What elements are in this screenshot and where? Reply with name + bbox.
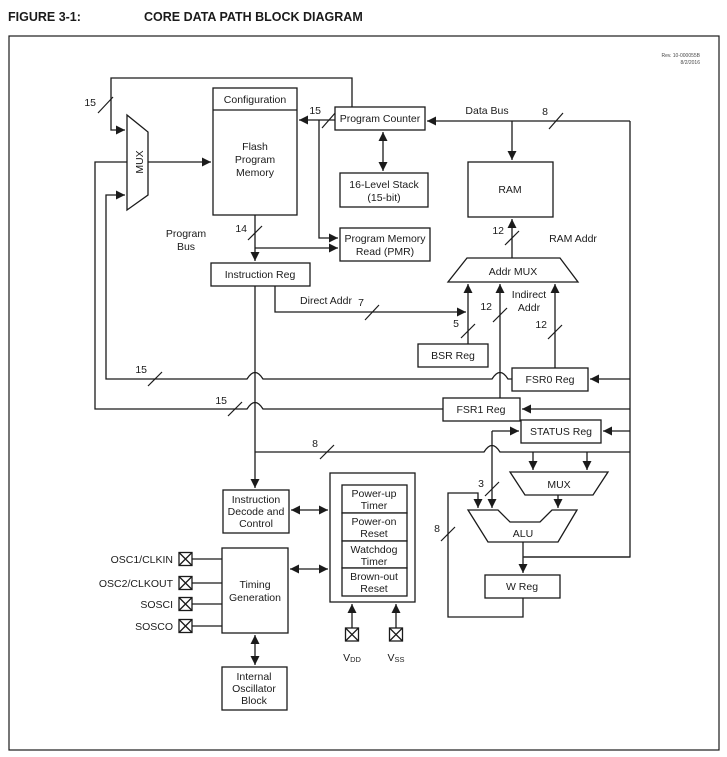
width-data-bus: 8: [542, 106, 548, 118]
sosci-pin-icon: [179, 598, 192, 611]
data-bus-label: Data Bus: [465, 105, 509, 117]
stack-label-2: (15-bit): [367, 192, 401, 204]
power-reset-block: [330, 473, 415, 602]
watchdog-timer-label-1: Watchdog: [350, 544, 398, 556]
mux-right-label: MUX: [547, 479, 571, 491]
power-on-reset-label-1: Power-on: [351, 516, 397, 528]
width-fsr1-12: 12: [480, 301, 492, 313]
instruction-reg-block: [211, 263, 310, 286]
alu-block: [468, 510, 577, 542]
timing-generation-label-2: Generation: [229, 592, 281, 604]
power-up-timer-label-1: Power-up: [351, 488, 397, 500]
program-bus-label-2: Bus: [176, 241, 196, 253]
program-bus-label-1: Program: [165, 228, 207, 240]
fsr0-reg-block: [512, 368, 588, 391]
status-reg-block: [521, 420, 601, 443]
internal-oscillator-label-3: Block: [241, 695, 267, 707]
w-reg-block: [485, 575, 560, 598]
width-fsr0-12: 12: [535, 319, 547, 331]
status-reg-label: STATUS Reg: [529, 426, 593, 438]
alu-label: ALU: [512, 528, 534, 540]
internal-oscillator-label-2: Oscillator: [232, 683, 276, 695]
program-memory-read-block: [340, 228, 430, 261]
timing-generation-label-1: Timing: [239, 579, 271, 591]
revision-date: 8/2/2016: [680, 60, 700, 66]
instruction-decode-label-3: Control: [239, 518, 273, 530]
indirect-addr-label-1: Indirect: [511, 289, 547, 301]
instruction-decode-block: [223, 490, 289, 533]
internal-oscillator-block: [222, 667, 287, 710]
instruction-decode-label-1: Instruction: [231, 494, 281, 506]
alu-input-mux-block: [510, 472, 608, 495]
instruction-reg-label: Instruction Reg: [224, 269, 296, 281]
fsr1-reg-block: [443, 398, 520, 421]
osc1-pin-label: OSC1/CLKIN: [110, 554, 173, 566]
program-counter-label: Program Counter: [339, 113, 421, 125]
width-bsr: 5: [453, 318, 459, 330]
internal-oscillator-label-1: Internal: [236, 671, 272, 683]
vss-pin-label: VSS: [387, 652, 405, 664]
sosco-pin-label: SOSCO: [135, 621, 173, 633]
addr-mux-label: Addr MUX: [488, 266, 538, 278]
power-up-timer-label-2: Timer: [360, 500, 388, 512]
direct-addr-label: Direct Addr: [300, 295, 352, 307]
width-pc-flash: 15: [309, 105, 321, 117]
brown-out-reset-label-2: Reset: [360, 583, 388, 595]
w-reg-label: W Reg: [505, 581, 539, 593]
pmr-label-2: Read (PMR): [355, 246, 415, 258]
instruction-decode-label-2: Decode and: [227, 506, 285, 518]
sosci-pin-label: SOSCI: [140, 599, 173, 611]
sosco-pin-icon: [179, 620, 192, 633]
ram-addr-label: RAM Addr: [549, 233, 597, 245]
width-program-bus: 14: [235, 223, 247, 235]
wire-pc-to-pmr: [319, 120, 338, 238]
pmr-label-1: Program Memory: [344, 233, 426, 245]
osc1-pin-icon: [179, 553, 192, 566]
osc2-pin-label: OSC2/CLKOUT: [98, 578, 173, 590]
revision-number: Rev. 10-000055B: [661, 53, 700, 59]
indirect-addr-label-2: Addr: [517, 302, 541, 314]
bsr-reg-label: BSR Reg: [431, 350, 475, 362]
width-direct-addr: 7: [358, 297, 364, 309]
flash-label-3: Memory: [236, 167, 274, 179]
mux-left-label: MUX: [134, 150, 146, 174]
width-pc-loop: 15: [84, 97, 96, 109]
ram-label: RAM: [498, 184, 522, 196]
program-address-mux-block: [127, 115, 148, 210]
figure-number: FIGURE 3-1:: [8, 10, 81, 24]
flash-label-2: Program: [234, 154, 276, 166]
figure-border: [9, 36, 719, 750]
width-literal: 8: [312, 438, 318, 450]
vdd-pin-label: VDD: [343, 652, 361, 664]
addr-mux-block: [448, 258, 578, 282]
blocks: [127, 88, 608, 710]
flash-program-memory-block: [213, 88, 297, 215]
stack-block: [340, 173, 428, 207]
width-status-alu: 3: [478, 478, 484, 490]
vss-pin-icon: [390, 628, 403, 641]
width-fsr0-line: 15: [135, 364, 147, 376]
width-w-feedback: 8: [434, 523, 440, 535]
fsr1-reg-label: FSR1 Reg: [456, 404, 506, 416]
ram-block: [468, 162, 553, 217]
figure-title: CORE DATA PATH BLOCK DIAGRAM: [144, 10, 363, 24]
width-fsr1-line: 15: [215, 395, 227, 407]
program-counter-block: [335, 107, 425, 130]
timing-generation-block: [222, 548, 288, 633]
watchdog-timer-label-2: Timer: [360, 556, 388, 568]
width-ram-addr: 12: [492, 225, 504, 237]
power-on-reset-label-2: Reset: [360, 528, 388, 540]
configuration-label: Configuration: [223, 94, 287, 106]
osc2-pin-icon: [179, 577, 192, 590]
flash-label-1: Flash: [242, 141, 268, 153]
stack-label-1: 16-Level Stack: [349, 179, 419, 191]
fsr0-reg-label: FSR0 Reg: [525, 374, 575, 386]
vdd-pin-icon: [346, 628, 359, 641]
bsr-reg-block: [418, 344, 488, 367]
brown-out-reset-label-1: Brown-out: [350, 571, 398, 583]
